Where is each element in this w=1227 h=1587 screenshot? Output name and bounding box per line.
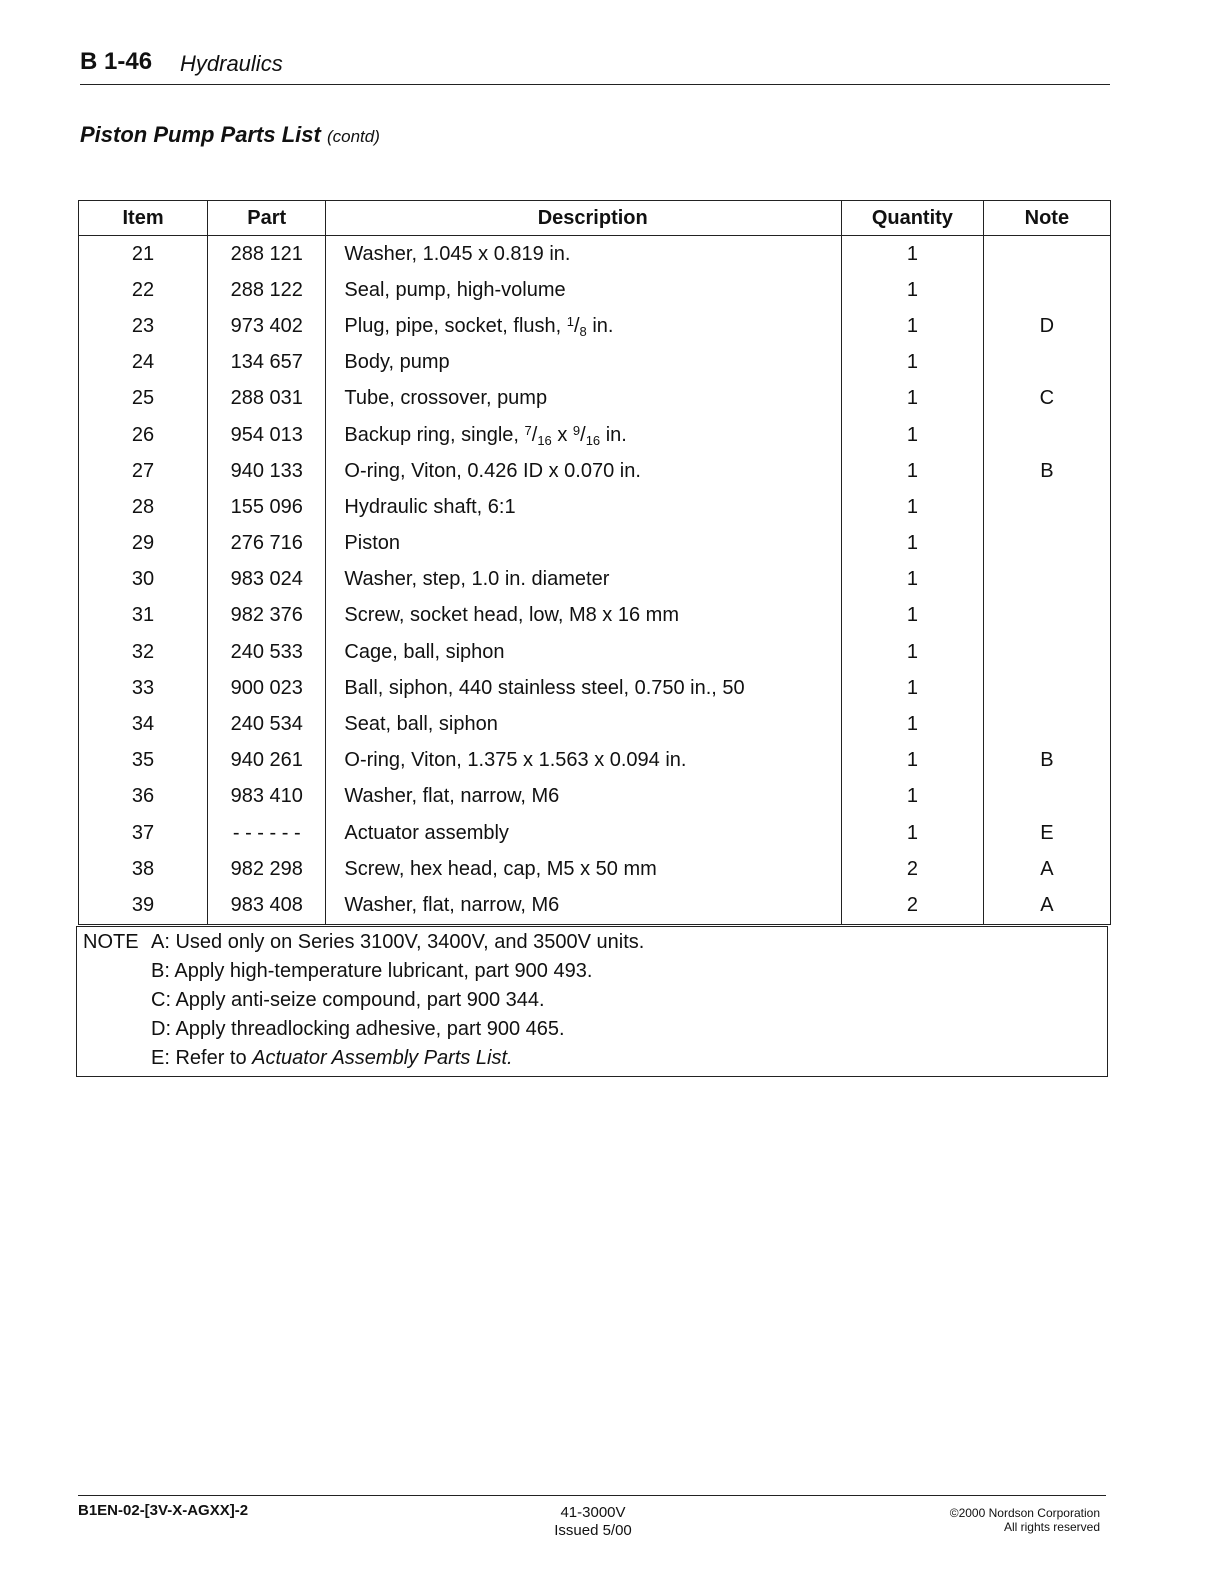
page-title-main: Piston Pump Parts List xyxy=(80,122,321,147)
cell-part: 288 122 xyxy=(208,272,326,308)
footer-copyright-block xyxy=(950,1506,1100,1534)
cell-quantity: 1 xyxy=(842,706,984,742)
cell-item: 35 xyxy=(79,743,208,779)
cell-part: 982 376 xyxy=(208,598,326,634)
cell-item: 24 xyxy=(79,345,208,381)
cell-note: E xyxy=(983,815,1110,851)
cell-quantity: 1 xyxy=(842,308,984,344)
footer-issued: Issued 5/00 xyxy=(554,1522,632,1539)
cell-note xyxy=(983,598,1110,634)
fraction-slash: / xyxy=(531,423,538,446)
page-footer xyxy=(78,1495,1106,1546)
cell-quantity: 1 xyxy=(842,779,984,815)
notes-box xyxy=(76,926,1108,1077)
cell-item: 29 xyxy=(79,526,208,562)
table-row xyxy=(79,598,1111,634)
description-text: in. xyxy=(586,314,614,337)
cell-quantity: 2 xyxy=(842,851,984,887)
cell-note: C xyxy=(983,381,1110,417)
cell-part: 134 657 xyxy=(208,345,326,381)
cell-item: 38 xyxy=(79,851,208,887)
cell-quantity: 1 xyxy=(842,272,984,308)
fraction xyxy=(524,422,552,448)
fraction xyxy=(566,313,587,339)
page-header xyxy=(80,48,1110,85)
cell-item: 23 xyxy=(79,308,208,344)
cell-description: Seal, pump, high-volume xyxy=(326,272,842,308)
table-row xyxy=(79,706,1111,742)
cell-part: 954 013 xyxy=(208,417,326,453)
table-row xyxy=(79,634,1111,670)
cell-quantity: 1 xyxy=(842,598,984,634)
cell-description: Body, pump xyxy=(326,345,842,381)
description-text: Backup ring, single, xyxy=(344,423,525,446)
cell-part: 983 408 xyxy=(208,887,326,924)
fraction-slash: / xyxy=(573,314,580,337)
cell-quantity: 1 xyxy=(842,743,984,779)
table-row xyxy=(79,308,1111,344)
cell-part: 940 261 xyxy=(208,743,326,779)
cell-quantity: 1 xyxy=(842,453,984,489)
table-row xyxy=(79,851,1111,887)
table-header-row xyxy=(79,201,1111,236)
cell-note: D xyxy=(983,308,1110,344)
cell-item: 26 xyxy=(79,417,208,453)
fraction-numerator: 9 xyxy=(572,422,581,438)
note-c: C: Apply anti-seize compound, part 900 344. xyxy=(151,989,545,1011)
cell-description: Washer, flat, narrow, M6 xyxy=(326,887,842,924)
cell-item: 39 xyxy=(79,887,208,924)
fraction-denominator: 16 xyxy=(585,432,601,448)
footer-copyright: ©2000 Nordson Corporation xyxy=(949,1506,1100,1520)
cell-note xyxy=(983,345,1110,381)
cell-item: 27 xyxy=(79,453,208,489)
cell-quantity: 1 xyxy=(842,417,984,453)
cell-description: Washer, flat, narrow, M6 xyxy=(326,779,842,815)
table-row xyxy=(79,743,1111,779)
cell-part: 240 534 xyxy=(208,706,326,742)
table-row xyxy=(79,562,1111,598)
cell-quantity: 1 xyxy=(842,381,984,417)
cell-description: Seat, ball, siphon xyxy=(326,706,842,742)
cell-description: Actuator assembly xyxy=(326,815,842,851)
cell-part: 900 023 xyxy=(208,670,326,706)
fraction-denominator: 8 xyxy=(579,323,587,339)
cell-quantity: 1 xyxy=(842,562,984,598)
description-text: Plug, pipe, socket, flush, xyxy=(344,314,567,337)
table-row xyxy=(79,670,1111,706)
cell-part: 276 716 xyxy=(208,526,326,562)
table-row xyxy=(79,489,1111,525)
cell-note xyxy=(983,417,1110,453)
cell-quantity: 1 xyxy=(842,526,984,562)
cell-description: Ball, siphon, 440 stainless steel, 0.750 in., 50 xyxy=(326,670,842,706)
cell-description: Screw, socket head, low, M8 x 16 mm xyxy=(326,598,842,634)
description-text: in. xyxy=(600,423,627,446)
cell-note xyxy=(983,272,1110,308)
cell-quantity: 1 xyxy=(842,489,984,525)
cell-item: 21 xyxy=(79,236,208,273)
note-d: D: Apply threadlocking adhesive, part 900 465. xyxy=(151,1018,565,1040)
cell-part: 940 133 xyxy=(208,453,326,489)
note-a: A: Used only on Series 3100V, 3400V, and 3500V units. xyxy=(151,931,645,953)
cell-note: B xyxy=(983,743,1110,779)
cell-item: 37 xyxy=(79,815,208,851)
cell-quantity: 1 xyxy=(842,236,984,273)
column-header-item: Item xyxy=(79,201,208,236)
cell-description: Washer, step, 1.0 in. diameter xyxy=(326,562,842,598)
table-row xyxy=(79,381,1111,417)
cell-item: 33 xyxy=(79,670,208,706)
footer-center xyxy=(548,1504,638,1540)
cell-description: O-ring, Viton, 0.426 ID x 0.070 in. xyxy=(326,453,842,489)
table-row xyxy=(79,453,1111,489)
table-row xyxy=(79,779,1111,815)
cell-description xyxy=(326,308,842,344)
page-title-suffix: (contd) xyxy=(326,127,380,146)
cell-item: 30 xyxy=(79,562,208,598)
table-row xyxy=(79,815,1111,851)
cell-item: 36 xyxy=(79,779,208,815)
section-title: Hydraulics xyxy=(180,51,283,76)
table-row xyxy=(79,887,1111,924)
fraction-slash: / xyxy=(580,423,586,446)
cell-item: 31 xyxy=(79,598,208,634)
cell-item: 25 xyxy=(79,381,208,417)
table-row xyxy=(79,272,1111,308)
cell-description: Screw, hex head, cap, M5 x 50 mm xyxy=(326,851,842,887)
parts-table-body xyxy=(79,236,1111,925)
cell-note xyxy=(983,526,1110,562)
cell-note xyxy=(983,670,1110,706)
column-header-quantity: Quantity xyxy=(842,201,984,236)
table-row xyxy=(79,526,1111,562)
fraction-numerator: 1 xyxy=(566,313,574,329)
cell-note: A xyxy=(983,851,1110,887)
column-header-description: Description xyxy=(326,201,842,236)
cell-note xyxy=(983,634,1110,670)
cell-part: 240 533 xyxy=(208,634,326,670)
cell-quantity: 1 xyxy=(842,670,984,706)
cell-description: Piston xyxy=(326,526,842,562)
section-number: B 1-46 xyxy=(80,48,153,75)
table-row xyxy=(79,236,1111,273)
cell-part: 983 024 xyxy=(208,562,326,598)
cell-description: Hydraulic shaft, 6:1 xyxy=(326,489,842,525)
cell-note xyxy=(983,779,1110,815)
cell-part: 288 031 xyxy=(208,381,326,417)
cell-note xyxy=(983,706,1110,742)
description-text: x xyxy=(551,423,573,446)
note-e-text: E: Refer to xyxy=(151,1047,253,1069)
cell-item: 28 xyxy=(79,489,208,525)
fraction-numerator: 7 xyxy=(524,422,532,438)
fraction-denominator: 16 xyxy=(537,432,552,448)
cell-part: 973 402 xyxy=(208,308,326,344)
cell-note xyxy=(983,562,1110,598)
cell-part: - - - - - - xyxy=(208,815,326,851)
note-b: B: Apply high-temperature lubricant, part 900 493. xyxy=(151,960,593,982)
cell-description: O-ring, Viton, 1.375 x 1.563 x 0.094 in. xyxy=(326,743,842,779)
footer-doc-code: B1EN-02-[3V-X-AGXX]-2 xyxy=(78,1502,249,1519)
column-header-part: Part xyxy=(208,201,326,236)
cell-description: Washer, 1.045 x 0.819 in. xyxy=(326,236,842,273)
cell-note: A xyxy=(983,887,1110,924)
cell-description: Tube, crossover, pump xyxy=(326,381,842,417)
cell-item: 32 xyxy=(79,634,208,670)
cell-item: 34 xyxy=(79,706,208,742)
cell-note xyxy=(983,236,1110,273)
cell-part: 155 096 xyxy=(208,489,326,525)
cell-quantity: 1 xyxy=(842,815,984,851)
cell-note: B xyxy=(983,453,1110,489)
cell-quantity: 2 xyxy=(842,887,984,924)
note-e-reference: Actuator Assembly Parts List. xyxy=(252,1047,513,1069)
cell-note xyxy=(983,489,1110,525)
fraction xyxy=(572,422,601,448)
cell-part: 982 298 xyxy=(208,851,326,887)
page-title xyxy=(80,122,380,148)
note-e xyxy=(151,1047,513,1075)
table-row xyxy=(79,417,1111,453)
cell-description: Cage, ball, siphon xyxy=(326,634,842,670)
footer-rights: All rights reserved xyxy=(1003,1520,1100,1534)
parts-table xyxy=(78,200,1111,925)
table-row xyxy=(79,345,1111,381)
cell-part: 983 410 xyxy=(208,779,326,815)
cell-part: 288 121 xyxy=(208,236,326,273)
footer-manual-number: 41-3000V xyxy=(560,1504,626,1521)
note-label: NOTE xyxy=(83,931,139,953)
cell-description xyxy=(326,417,842,453)
cell-quantity: 1 xyxy=(842,345,984,381)
column-header-note: Note xyxy=(983,201,1110,236)
cell-item: 22 xyxy=(79,272,208,308)
cell-quantity: 1 xyxy=(842,634,984,670)
